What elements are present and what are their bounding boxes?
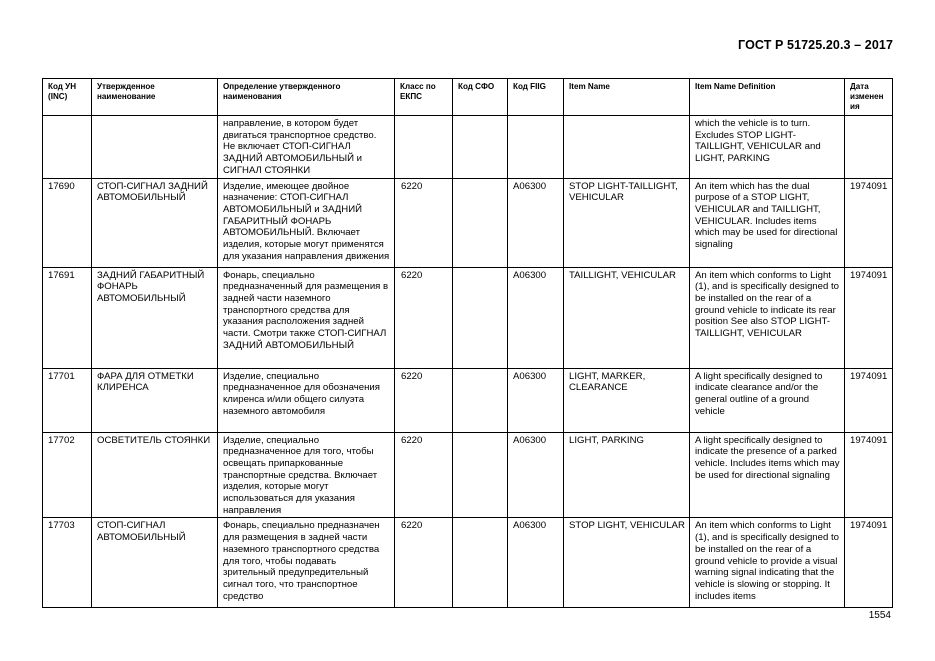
cell-inc — [43, 116, 92, 179]
cell-item-name: LIGHT, PARKING — [564, 432, 690, 518]
cell-item-def: A light specifically designed to indicate the presence of a parked vehicle. Includes items which may be used for directional signaling — [690, 432, 845, 518]
header-row — [43, 79, 893, 116]
cell-class: 6220 — [395, 267, 453, 368]
cell-fiig: A06300 — [508, 432, 564, 518]
cell-item-name: STOP LIGHT-TAILLIGHT, VEHICULAR — [564, 178, 690, 267]
cell-class: 6220 — [395, 518, 453, 608]
cell-item-def: A light specifically designed to indicate clearance and/or the general outline of a ground vehicle — [690, 368, 845, 432]
col-header-sfo: Код СФО — [453, 79, 508, 116]
col-header-item-name: Item Name — [564, 79, 690, 116]
table-row — [43, 518, 893, 608]
cell-item-def: An item which has the dual purpose of a STOP LIGHT, VEHICULAR and TAILLIGHT, VEHICULAR. Includes items which may be used for directional signaling — [690, 178, 845, 267]
cell-class: 6220 — [395, 432, 453, 518]
table-row — [43, 116, 893, 179]
cell-class: 6220 — [395, 368, 453, 432]
cell-fiig: A06300 — [508, 518, 564, 608]
cell-class — [395, 116, 453, 179]
table-row — [43, 267, 893, 368]
cell-date: 1974091 — [845, 267, 893, 368]
col-header-item-def: Item Name Definition — [690, 79, 845, 116]
cell-definition-ru: Изделие, специально предназначенное для обозначения клиренса и/или общего силуэта наземного автомобиля — [218, 368, 395, 432]
cell-definition-ru: Изделие, специально предназначенное для того, чтобы освещать припаркованные транспортные средства. Включает изделия, которые могут использоваться для указания направления — [218, 432, 395, 518]
cell-sfo — [453, 178, 508, 267]
cell-name-ru: ОСВЕТИТЕЛЬ СТОЯНКИ — [92, 432, 218, 518]
cell-fiig: A06300 — [508, 178, 564, 267]
cell-item-name: TAILLIGHT, VEHICULAR — [564, 267, 690, 368]
cell-fiig: A06300 — [508, 267, 564, 368]
col-header-date: Дата изменения — [845, 79, 893, 116]
cell-name-ru: СТОП-СИГНАЛ ЗАДНИЙ АВТОМОБИЛЬНЫЙ — [92, 178, 218, 267]
table-row — [43, 432, 893, 518]
cell-inc: 17691 — [43, 267, 92, 368]
document-header: ГОСТ Р 51725.20.3 – 2017 — [738, 38, 893, 52]
cell-name-ru: ЗАДНИЙ ГАБАРИТНЫЙ ФОНАРЬ АВТОМОБИЛЬНЫЙ — [92, 267, 218, 368]
page-number: 1554 — [868, 610, 891, 621]
cell-item-def: An item which conforms to Light (1), and is specifically designed to be installed on the rear of a ground vehicle to indicate its rear position See also STOP LIGHT-TAILLIGHT, VEHICULAR — [690, 267, 845, 368]
cell-sfo — [453, 116, 508, 179]
col-header-name-ru: Утвержденное наименование — [92, 79, 218, 116]
cell-fiig: A06300 — [508, 368, 564, 432]
cell-inc: 17701 — [43, 368, 92, 432]
cell-definition-ru: Фонарь, специально предназначенный для размещения в задней части наземного транспортного средства для указания расположения задней части. Смотри также СТОП-СИГНАЛ ЗАДНИЙ АВТОМОБИЛЬНЫЙ — [218, 267, 395, 368]
cell-item-name — [564, 116, 690, 179]
col-header-fiig: Код FIIG — [508, 79, 564, 116]
cell-definition-ru: Фонарь, специально предназначен для размещения в задней части наземного транспортного средства для того, чтобы подавать зрительный предупредительный сигнал того, что транспортное средство — [218, 518, 395, 608]
cell-inc: 17703 — [43, 518, 92, 608]
cell-sfo — [453, 432, 508, 518]
cell-fiig — [508, 116, 564, 179]
cell-sfo — [453, 368, 508, 432]
cell-sfo — [453, 267, 508, 368]
cell-sfo — [453, 518, 508, 608]
cell-inc: 17702 — [43, 432, 92, 518]
data-table — [42, 78, 893, 608]
cell-date: 1974091 — [845, 432, 893, 518]
col-header-class: Класс по ЕКПС — [395, 79, 453, 116]
cell-date: 1974091 — [845, 178, 893, 267]
col-header-definition-ru: Определение утвержденного наименования — [218, 79, 395, 116]
cell-date: 1974091 — [845, 368, 893, 432]
cell-item-name: LIGHT, MARKER, CLEARANCE — [564, 368, 690, 432]
cell-inc: 17690 — [43, 178, 92, 267]
cell-class: 6220 — [395, 178, 453, 267]
cell-item-def: An item which conforms to Light (1), and is specifically designed to be installed on the rear of a ground vehicle to provide a visual warning signal indicating that the vehicle is slowing or stopping. It includes items — [690, 518, 845, 608]
cell-definition-ru: направление, в котором будет двигаться транспортное средство. Не включает СТОП-СИГНАЛ ЗАДНИЙ АВТОМОБИЛЬНЫЙ и СИГНАЛ СТОЯНКИ — [218, 116, 395, 179]
cell-definition-ru: Изделие, имеющее двойное назначение: СТОП-СИГНАЛ АВТОМОБИЛЬНЫЙ и ЗАДНИЙ ГАБАРИТНЫЙ ФОНАРЬ АВТОМОБИЛЬНЫЙ. Включает изделия, которые могут применятся для указания направления движения — [218, 178, 395, 267]
cell-date — [845, 116, 893, 179]
cell-item-def: which the vehicle is to turn. Excludes STOP LIGHT-TAILLIGHT, VEHICULAR and LIGHT, PARKING — [690, 116, 845, 179]
cell-date: 1974091 — [845, 518, 893, 608]
table-row — [43, 178, 893, 267]
cell-name-ru — [92, 116, 218, 179]
cell-item-name: STOP LIGHT, VEHICULAR — [564, 518, 690, 608]
col-header-inc: Код УН (INC) — [43, 79, 92, 116]
cell-name-ru: ФАРА ДЛЯ ОТМЕТКИ КЛИРЕНСА — [92, 368, 218, 432]
cell-name-ru: СТОП-СИГНАЛ АВТОМОБИЛЬНЫЙ — [92, 518, 218, 608]
table-row — [43, 368, 893, 432]
